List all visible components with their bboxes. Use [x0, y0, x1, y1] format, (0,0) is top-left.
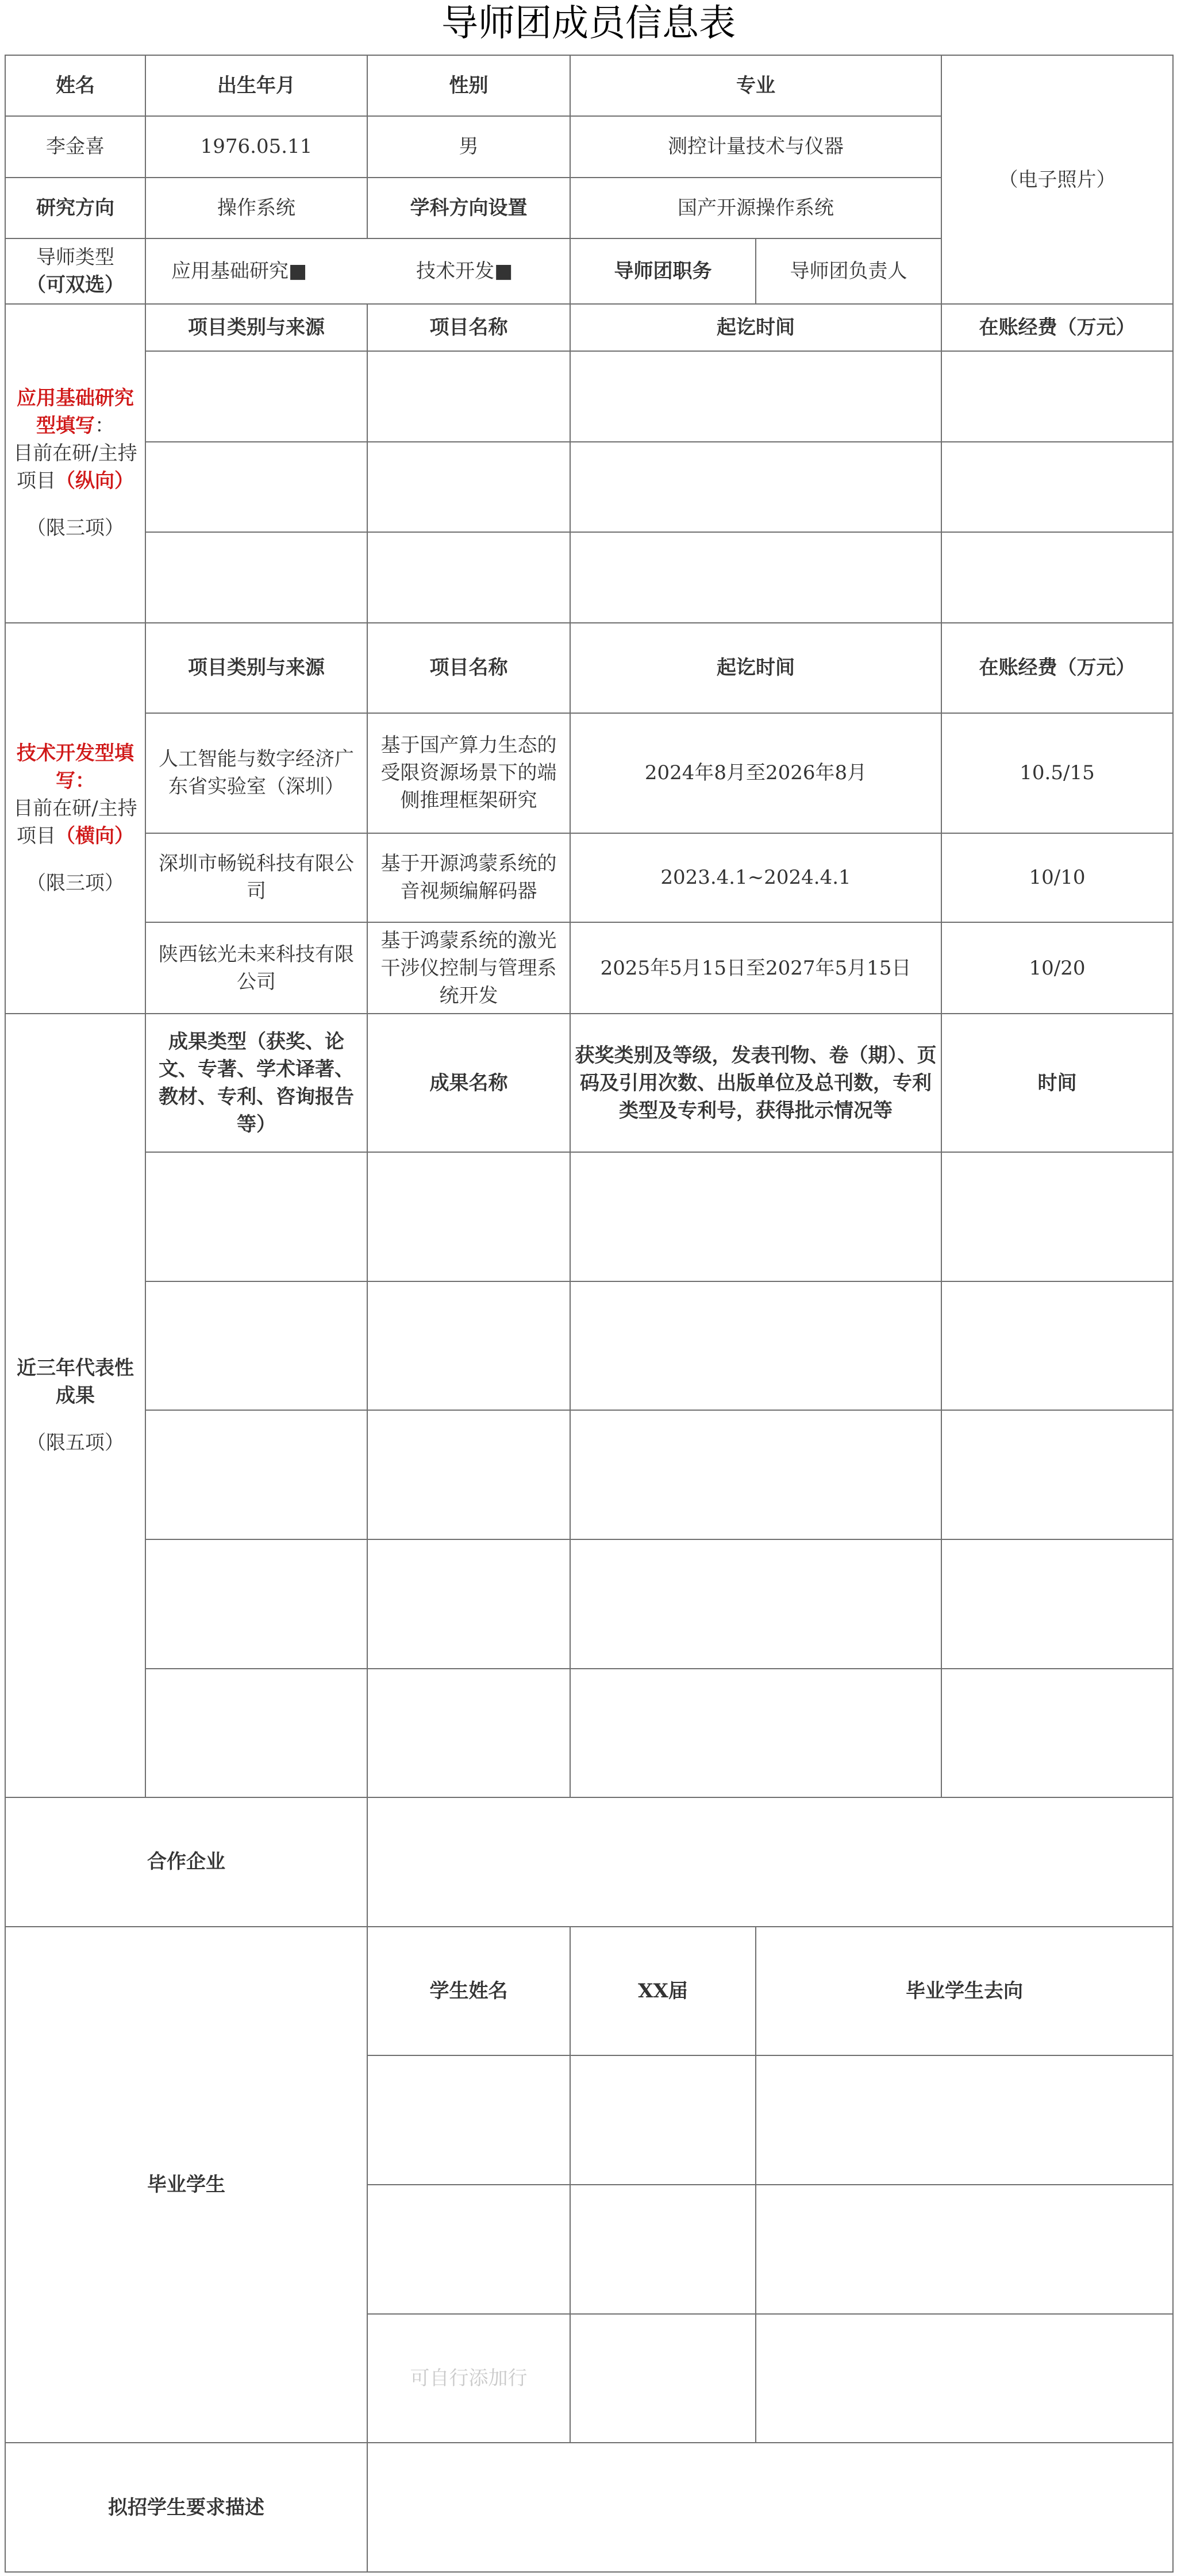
grads-cell [756, 2055, 1173, 2185]
tech-row-funds: 10/10 [941, 833, 1173, 922]
tech-row [5, 922, 1173, 1014]
applied-header-period: 起讫时间 [570, 304, 941, 351]
role-label: 导师团职务 [570, 238, 756, 304]
tech-row-funds: 10.5/15 [941, 713, 1173, 833]
major-label: 专业 [570, 55, 941, 116]
name-label: 姓名 [5, 55, 145, 116]
tech-header-row [5, 623, 1173, 713]
tech-limit: （限三项） [26, 872, 124, 895]
applied-cell [367, 351, 570, 441]
tech-side-red: 技术开发型填写： [17, 742, 134, 793]
applied-cell [367, 532, 570, 622]
applied-limit: （限三项） [26, 517, 124, 540]
results-header-name: 成果名称 [367, 1014, 570, 1152]
gender-label: 性别 [367, 55, 570, 116]
results-side-text: 近三年代表性成果 [17, 1357, 134, 1408]
mentor-type-options [145, 238, 570, 304]
applied-header-source: 项目类别与来源 [145, 304, 367, 351]
grads-cell [756, 2314, 1173, 2443]
tech-row-period: 2024年8月至2026年8月 [570, 713, 941, 833]
results-row [5, 1281, 1173, 1411]
tech-side-red2: （横向） [56, 825, 134, 848]
recruit-label: 拟招学生要求描述 [5, 2443, 367, 2572]
grads-cell [367, 2185, 570, 2314]
birth-value: 1976.05.11 [145, 116, 367, 177]
results-cell [570, 1539, 941, 1669]
tech-row-name: 基于开源鸿蒙系统的音视频编解码器 [367, 833, 570, 922]
results-header-row [5, 1014, 1173, 1152]
page-title: 导师团成员信息表 [441, 2, 736, 45]
results-row [5, 1669, 1173, 1798]
coop-label: 合作企业 [5, 1797, 367, 1927]
applied-cell [941, 532, 1173, 622]
results-cell [145, 1539, 367, 1669]
applied-row [5, 351, 1173, 441]
tech-header-funds: 在账经费（万元） [941, 623, 1173, 713]
basic-header-row [5, 55, 1173, 116]
tech-header-name: 项目名称 [367, 623, 570, 713]
results-row [5, 1539, 1173, 1669]
type-applied-option: 应用基础研究■ [171, 260, 307, 283]
name-value: 李金喜 [5, 116, 145, 177]
results-cell [570, 1152, 941, 1281]
applied-header-name: 项目名称 [367, 304, 570, 351]
results-cell [570, 1410, 941, 1539]
results-cell [145, 1410, 367, 1539]
tech-row-name: 基于鸿蒙系统的激光干涉仪控制与管理系统开发 [367, 922, 570, 1014]
grads-add-row-hint: 可自行添加行 [367, 2314, 570, 2443]
role-value: 导师团负责人 [756, 238, 941, 304]
applied-cell [570, 532, 941, 622]
grads-header-name: 学生姓名 [367, 1927, 570, 2056]
results-cell [367, 1539, 570, 1669]
type-tech-option: 技术开发■ [416, 260, 513, 283]
results-cell [941, 1669, 1173, 1798]
applied-cell [145, 442, 367, 532]
results-cell [941, 1281, 1173, 1411]
applied-cell [570, 442, 941, 532]
results-cell [367, 1669, 570, 1798]
research-label: 研究方向 [5, 178, 145, 238]
mentor-info-table [5, 55, 1174, 2573]
results-cell [941, 1152, 1173, 1281]
mentor-type-label-1: 导师类型 [36, 246, 114, 269]
tech-row-period: 2023.4.1~2024.4.1 [570, 833, 941, 922]
applied-cell [145, 351, 367, 441]
tech-row-source: 陕西铉光未来科技有限公司 [145, 922, 367, 1014]
gender-value: 男 [367, 116, 570, 177]
photo-cell: （电子照片） [941, 55, 1173, 304]
tech-header-period: 起讫时间 [570, 623, 941, 713]
applied-side-red: 应用基础研究型填写 [17, 387, 134, 438]
results-header-detail: 获奖类别及等级，发表刊物、卷（期）、页码及引用次数、出版单位及总刊数，专利类型及专利号，获得批示情况等 [570, 1014, 941, 1152]
tech-row-name: 基于国产算力生态的受限资源场景下的端侧推理框架研究 [367, 713, 570, 833]
results-cell [941, 1539, 1173, 1669]
research-value: 操作系统 [145, 178, 367, 238]
results-header-type: 成果类型（获奖、论文、专著、学术译著、教材、专利、咨询报告等） [145, 1014, 367, 1152]
applied-cell [941, 442, 1173, 532]
tech-header-source: 项目类别与来源 [145, 623, 367, 713]
major-value: 测控计量技术与仪器 [570, 116, 941, 177]
coop-row [5, 1797, 1173, 1927]
applied-side-colon: ： [95, 414, 114, 438]
applied-row [5, 442, 1173, 532]
grads-header-destination: 毕业学生去向 [756, 1927, 1173, 2056]
discipline-label: 学科方向设置 [367, 178, 570, 238]
results-cell [367, 1410, 570, 1539]
tech-row-source: 深圳市畅锐科技有限公司 [145, 833, 367, 922]
applied-side-label [5, 304, 145, 622]
applied-cell [367, 442, 570, 532]
tech-side-black: 目前在研/主持项目 [13, 797, 137, 848]
results-cell [570, 1281, 941, 1411]
results-cell [145, 1281, 367, 1411]
applied-cell [941, 351, 1173, 441]
grads-cell [570, 2314, 756, 2443]
applied-side-black: 目前在研/主持项目 [13, 442, 137, 493]
applied-row [5, 532, 1173, 622]
results-cell [367, 1281, 570, 1411]
grads-cell [570, 2055, 756, 2185]
applied-side-red2: （纵向） [56, 469, 134, 493]
birth-label: 出生年月 [145, 55, 367, 116]
applied-cell [145, 532, 367, 622]
discipline-value: 国产开源操作系统 [570, 178, 941, 238]
grads-cell [367, 2055, 570, 2185]
recruit-value [367, 2443, 1173, 2572]
results-cell [367, 1152, 570, 1281]
tech-row [5, 713, 1173, 833]
applied-header-row [5, 304, 1173, 351]
results-cell [145, 1669, 367, 1798]
tech-side-label [5, 623, 145, 1014]
coop-value [367, 1797, 1173, 1927]
tech-row-funds: 10/20 [941, 922, 1173, 1014]
tech-row [5, 833, 1173, 922]
results-limit: （限五项） [26, 1431, 124, 1455]
results-row [5, 1152, 1173, 1281]
recruit-row [5, 2443, 1173, 2572]
mentor-type-label [5, 238, 145, 304]
results-cell [570, 1669, 941, 1798]
tech-row-period: 2025年5月15日至2027年5月15日 [570, 922, 941, 1014]
mentor-type-label-2: （可双选） [26, 274, 124, 297]
grads-cell [570, 2185, 756, 2314]
grads-header-year: XX届 [570, 1927, 756, 2056]
results-side-label [5, 1014, 145, 1797]
applied-cell [570, 351, 941, 441]
results-cell [941, 1410, 1173, 1539]
results-header-time: 时间 [941, 1014, 1173, 1152]
grads-cell [756, 2185, 1173, 2314]
tech-row-source: 人工智能与数字经济广东省实验室（深圳） [145, 713, 367, 833]
results-row [5, 1410, 1173, 1539]
grads-label: 毕业学生 [5, 1927, 367, 2443]
applied-header-funds: 在账经费（万元） [941, 304, 1173, 351]
grads-header-row [5, 1927, 1173, 2056]
results-cell [145, 1152, 367, 1281]
